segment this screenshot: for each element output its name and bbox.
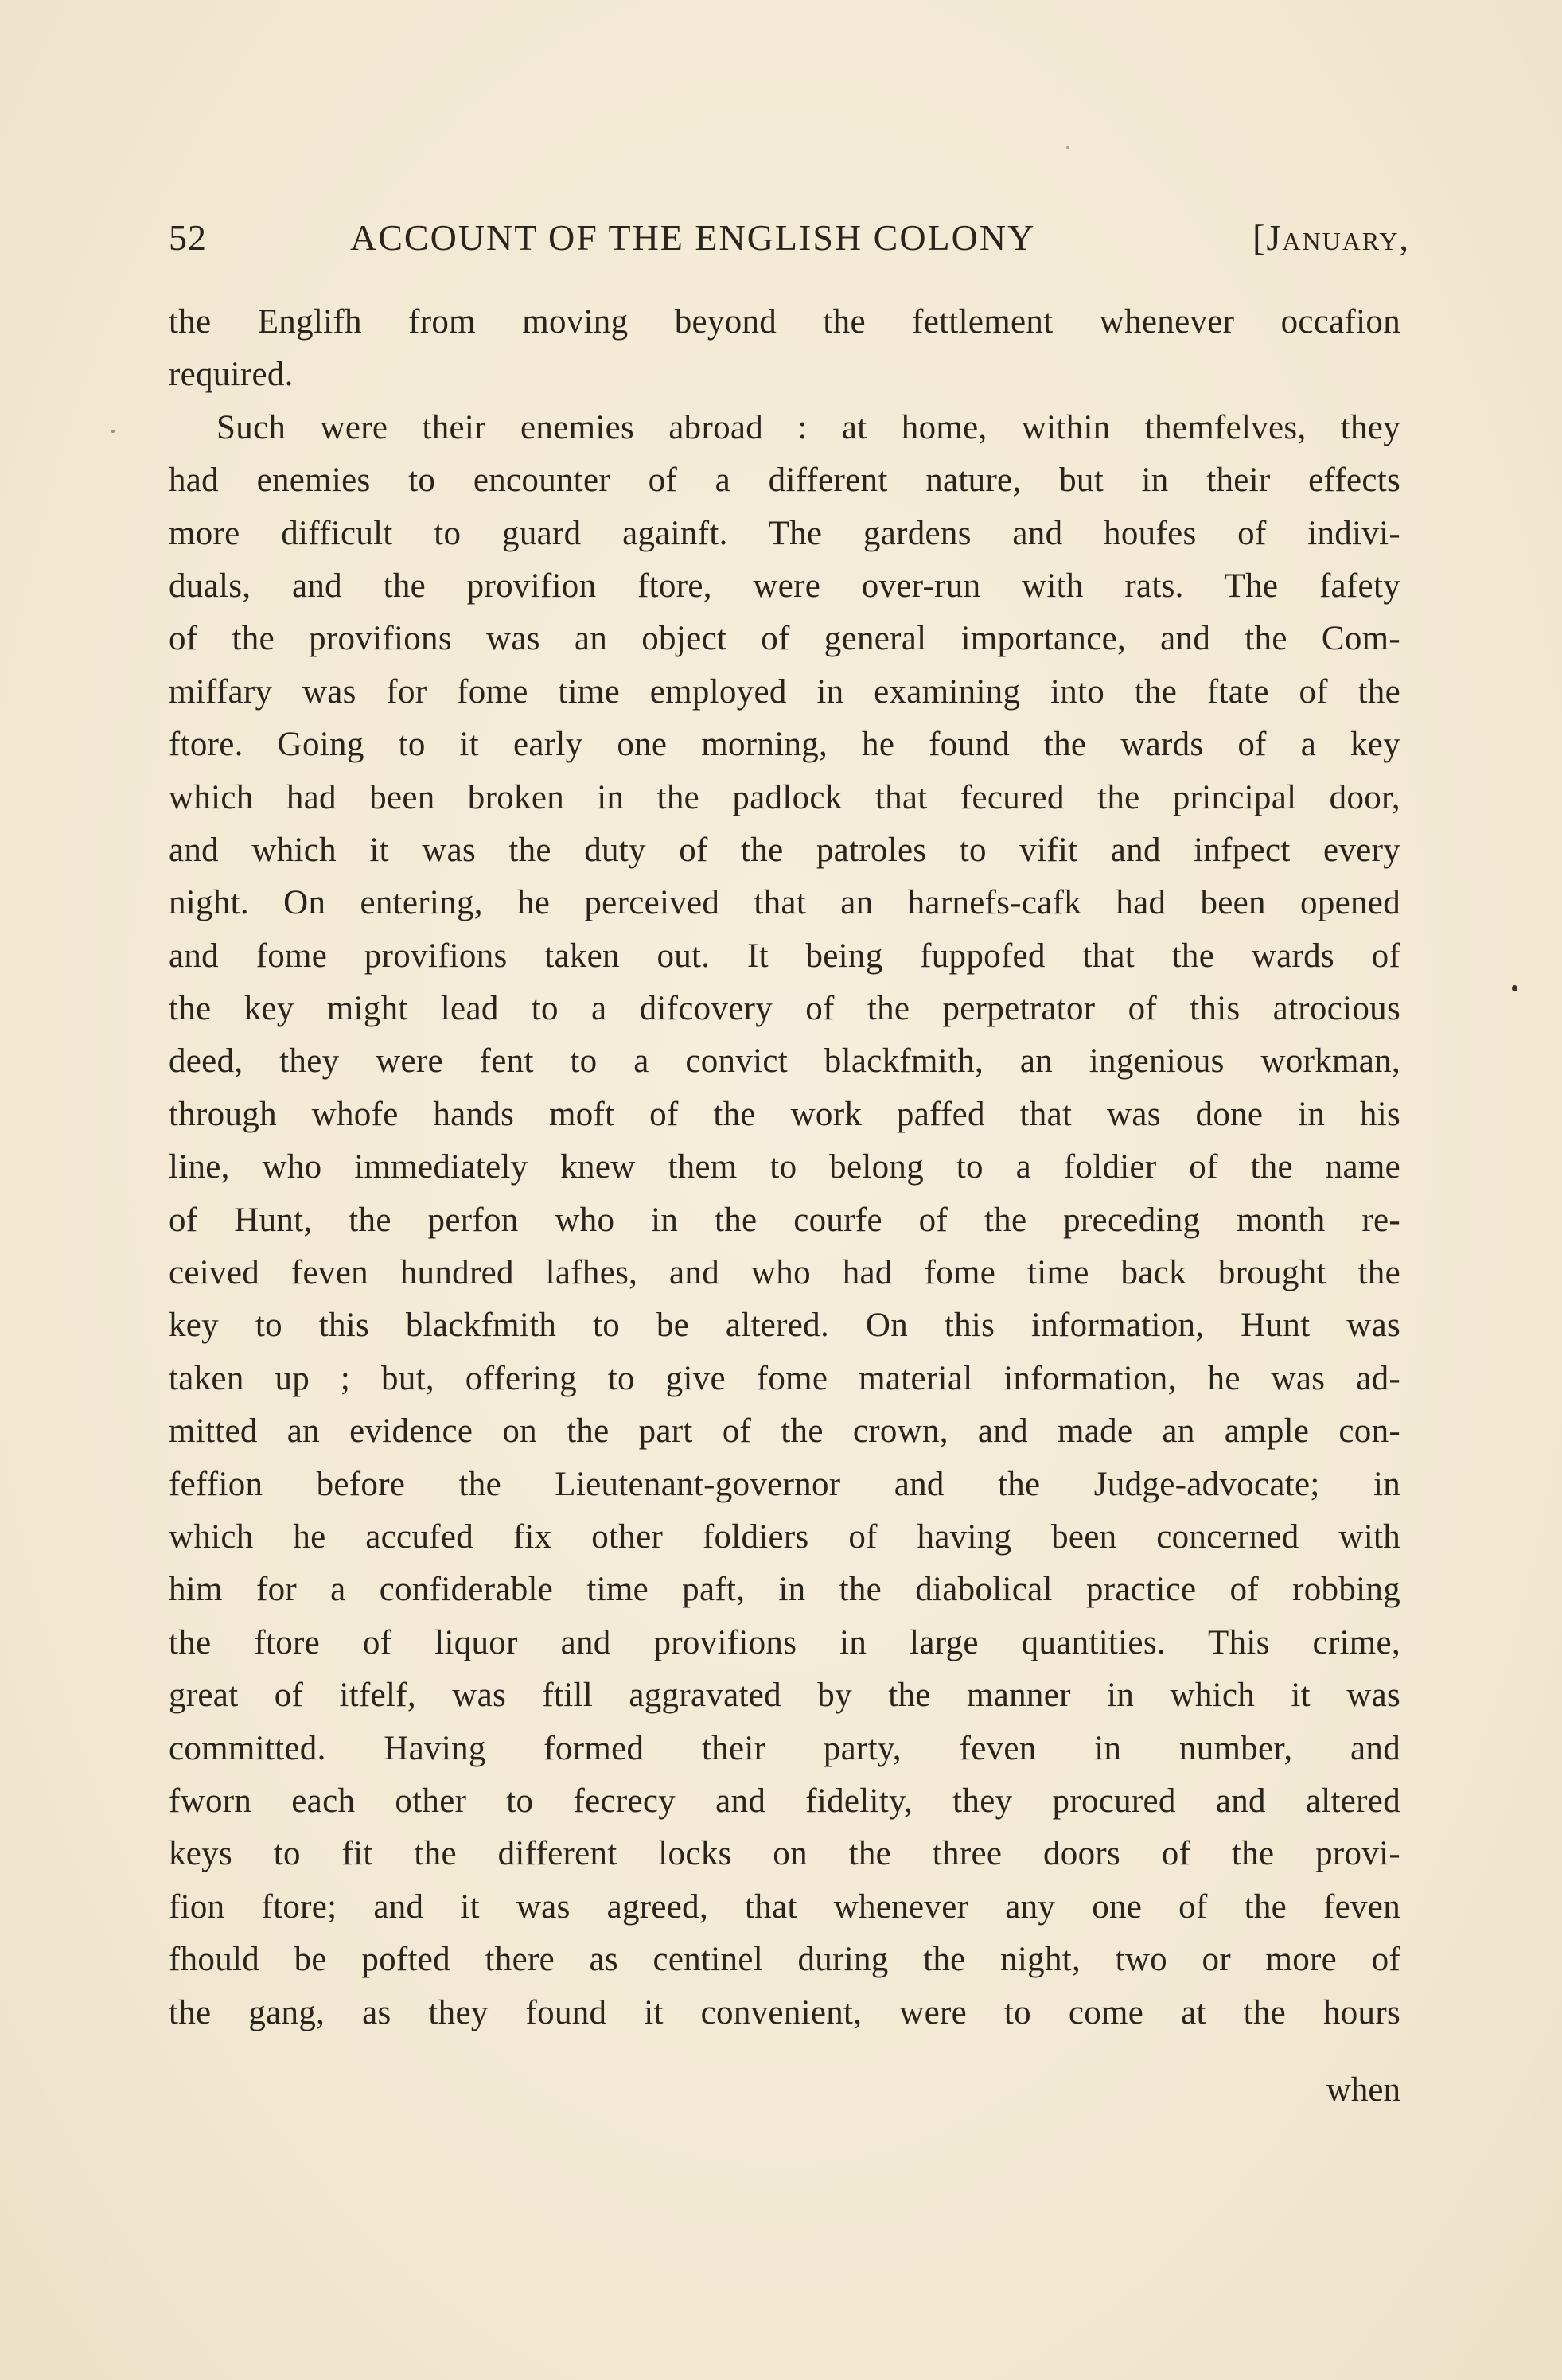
text-line: which had been broken in the padlock that fecured the principal door, [169,778,1400,816]
text-line: more difficult to guard againft. The gardens and houfes of indivi- [169,514,1400,552]
ink-speck [1066,146,1069,149]
text-line: fhould be pofted there as centinel during the night, two or more of [169,1941,1400,1979]
text-line: keys to fit the different locks on the three doors of the provi- [169,1835,1400,1873]
body-text [169,296,1400,2039]
text-line: and fome provifions taken out. It being fuppofed that the wards of [169,937,1400,975]
text-line: feffion before the Lieutenant-governor and the Judge-advocate; in [169,1465,1400,1503]
text-line: duals, and the provifion ftore, were over-run with rats. The fafety [169,567,1400,605]
running-month: [January, [1252,217,1410,258]
text-line: the Englifh from moving beyond the fettlement whenever occafion [169,303,1400,341]
text-line: of Hunt, the perfon who in the courfe of the preceding month re- [169,1201,1400,1239]
text-line: Such were their enemies abroad : at home, within themfelves, they [216,408,1400,446]
text-line: ftore. Going to it early one morning, he found the wards of a key [169,726,1400,764]
text-line: the ftore of liquor and provifions in large quantities. This crime, [169,1623,1400,1661]
text-line: and which it was the duty of the patroles to vifit and infpect every [169,831,1400,869]
text-line: night. On entering, he perceived that an harnefs-cafk had been opened [169,884,1400,922]
text-line: taken up ; but, offering to give fome material information, he was ad- [169,1359,1400,1397]
text-line: committed. Having formed their party, feven in number, and [169,1729,1400,1767]
text-line: the gang, as they found it convenient, were to come at the hours [169,1993,1400,2031]
text-line: ceived feven hundred lafhes, and who had fome time back brought the [169,1254,1400,1292]
text-line: key to this blackfmith to be altered. On this information, Hunt was [169,1307,1400,1345]
page-number: 52 [169,217,207,258]
ink-speck [1512,985,1517,991]
text-line: of the provifions was an object of general importance, and the Com- [169,620,1400,658]
running-title: ACCOUNT OF THE ENGLISH COLONY [350,217,1036,258]
text-line: had enemies to encounter of a different nature, but in their effects [169,462,1400,500]
text-line: him for a confiderable time paft, in the diabolical practice of robbing [169,1571,1400,1609]
text-line: mitted an evidence on the part of the crown, and made an ample con- [169,1412,1400,1451]
catchword: when [1326,2071,1400,2109]
text-line: fion ftore; and it was agreed, that whenever any one of the feven [169,1887,1400,1926]
running-head [169,216,1410,264]
ink-speck [111,430,115,433]
text-line: deed, they were fent to a convict blackfmith, an ingenious workman, [169,1042,1400,1081]
text-line: line, who immediately knew them to belong to a foldier of the name [169,1148,1400,1186]
text-line: through whofe hands moft of the work paffed that was done in his [169,1095,1400,1133]
text-line: which he accufed fix other foldiers of having been concerned with [169,1517,1400,1556]
text-line: required. [169,356,294,394]
text-line: the key might lead to a difcovery of the perpetrator of this atrocious [169,990,1400,1028]
text-line: great of itfelf, was ftill aggravated by the manner in which it was [169,1677,1400,1715]
text-line: miffary was for fome time employed in examining into the ftate of the [169,672,1400,711]
text-line: fworn each other to fecrecy and fidelity, they procured and altered [169,1782,1400,1820]
